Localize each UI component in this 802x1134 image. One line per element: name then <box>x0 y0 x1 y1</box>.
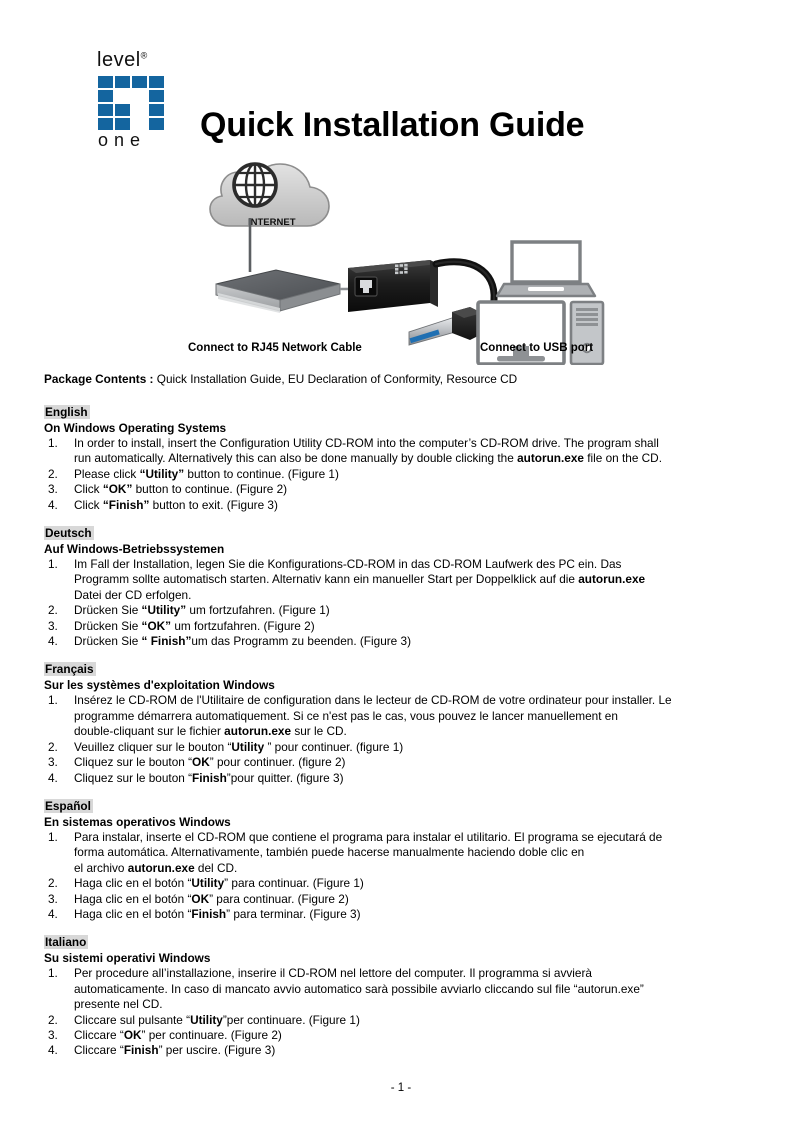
plain-text: sur le CD. <box>291 724 347 739</box>
instruction-step <box>44 436 760 467</box>
step-text-line <box>74 1028 760 1043</box>
plain-text: Click <box>74 482 103 497</box>
plain-text: button to exit. (Figure 3) <box>149 497 278 512</box>
plain-text: um fortzufahren. (Figure 2) <box>171 618 315 633</box>
step-text-line <box>74 1013 760 1028</box>
step-number: 1. <box>48 829 58 844</box>
plain-text: Veuillez cliquer sur le bouton “ <box>74 739 232 754</box>
language-subtitle: En sistemas operativos Windows <box>44 814 231 829</box>
language-block-español <box>44 797 760 922</box>
emphasis-text: OK <box>123 1027 142 1042</box>
step-number: 3. <box>48 482 58 497</box>
monitor-icon <box>478 302 564 364</box>
plain-text: Cliccare “ <box>74 1043 124 1058</box>
instruction-step <box>44 1013 760 1028</box>
step-number: 4. <box>48 497 58 512</box>
logo-cell-r2c1 <box>98 90 113 102</box>
instruction-step <box>44 619 760 634</box>
instruction-list <box>44 830 760 922</box>
step-number: 4. <box>48 1043 58 1058</box>
logo-cell-r2c2 <box>115 90 130 102</box>
language-heading: Français <box>45 662 94 677</box>
language-block-deutsch <box>44 524 760 649</box>
emphasis-text: autorun.exe <box>578 572 646 587</box>
plain-text: ” para terminar. (Figure 3) <box>226 906 361 921</box>
emphasis-text: Finish <box>123 1043 159 1058</box>
instruction-step <box>44 771 760 786</box>
step-text-line <box>74 892 760 907</box>
instruction-step <box>44 498 760 513</box>
instruction-step <box>44 1043 760 1058</box>
plain-text: Cliquez sur le bouton “ <box>74 755 193 770</box>
step-text-line <box>74 755 760 770</box>
plain-text: automaticamente. In caso di mancato avvio automatico sarà possibile avviarlo cliccando sul file “autorun.exe” <box>74 981 644 996</box>
instruction-list <box>44 693 760 785</box>
instruction-step <box>44 634 760 649</box>
laptop-icon <box>497 242 595 296</box>
language-block-english <box>44 403 760 513</box>
step-text-line <box>74 619 760 634</box>
plain-text: Programm sollte automatisch starten. Alternativ kann ein manueller Start per Doppelklick auf die <box>74 572 579 587</box>
step-text-line <box>74 498 760 513</box>
document-body <box>44 372 760 1070</box>
logo-cell-r1c3 <box>132 76 147 88</box>
step-number: 2. <box>48 466 58 481</box>
plain-text: Haga clic en el botón “ <box>74 876 192 891</box>
plain-text: Drücken Sie <box>74 634 142 649</box>
step-text-line <box>74 966 760 981</box>
step-text-line <box>74 1043 760 1058</box>
step-number: 2. <box>48 876 58 891</box>
levelone-logo <box>96 50 188 154</box>
logo-cell-r1c4 <box>149 76 164 88</box>
instruction-step <box>44 755 760 770</box>
step-number: 1. <box>48 557 58 572</box>
emphasis-text: Utility <box>190 1012 223 1027</box>
caption-usb: Connect to USB port <box>480 342 594 354</box>
step-text-line <box>74 693 760 708</box>
language-subtitle: Su sistemi operativi Windows <box>44 951 211 966</box>
plain-text: um fortzufahren. (Figure 1) <box>186 603 330 618</box>
instruction-step <box>44 740 760 755</box>
plain-text: Drücken Sie <box>74 618 142 633</box>
diagram-illustration <box>0 160 802 365</box>
language-heading: Deutsch <box>45 526 92 541</box>
plain-text: Cliccare sul pulsante “ <box>74 1012 191 1027</box>
language-heading: Italiano <box>45 935 87 950</box>
plain-text: Drücken Sie <box>74 603 142 618</box>
logo-wordmark-one: one <box>98 130 147 150</box>
emphasis-text: autorun.exe <box>127 860 195 875</box>
language-heading: English <box>45 405 88 419</box>
instruction-list <box>44 557 760 649</box>
document-header <box>0 44 802 160</box>
step-number: 3. <box>48 891 58 906</box>
emphasis-text: Utility <box>191 876 225 891</box>
step-text-line <box>74 876 760 891</box>
instruction-step <box>44 892 760 907</box>
language-heading: Español <box>45 798 91 813</box>
plain-text: double-cliquant sur le fichier <box>74 724 225 739</box>
step-number: 4. <box>48 634 58 649</box>
logo-cell-r1c1 <box>98 76 113 88</box>
plain-text: ” pour continuer. (figure 1) <box>267 739 404 754</box>
router-icon <box>216 270 340 313</box>
logo-cell-r1c2 <box>115 76 130 88</box>
language-subtitle: Auf Windows-Betriebssystemen <box>44 542 225 557</box>
plain-text: Datei der CD erfolgen. <box>74 587 192 602</box>
logo-cell-r2c3 <box>132 90 147 102</box>
logo-cell-r2c4 <box>149 90 164 102</box>
instruction-list <box>44 436 760 513</box>
instruction-step <box>44 876 760 891</box>
step-text-line <box>74 771 760 786</box>
step-text-line <box>74 982 760 997</box>
step-number: 4. <box>48 906 58 921</box>
plain-text: Im Fall der Installation, legen Sie die Konfigurations-CD-ROM in das CD-ROM Laufwerk des PC ein. Das <box>74 557 622 572</box>
plain-text: Haga clic en el botón “ <box>74 891 192 906</box>
emphasis-text: autorun.exe <box>517 451 584 466</box>
plain-text: ”pour quitter. (figure 3) <box>226 770 344 785</box>
registered-trademark-icon: ® <box>140 50 148 61</box>
instruction-list <box>44 966 760 1058</box>
step-text-line <box>74 572 760 587</box>
step-text-line <box>74 997 760 1012</box>
emphasis-text: “OK” <box>141 618 172 633</box>
emphasis-text: Finish <box>191 906 227 921</box>
plain-text: ”per continuare. (Figure 1) <box>222 1012 360 1027</box>
instruction-step <box>44 966 760 1012</box>
emphasis-text: Utility <box>231 739 268 754</box>
usb-ethernet-adapter-icon <box>348 260 438 312</box>
plain-text: Para instalar, inserte el CD-ROM que contiene el programa para instalar el utilitario. El programa se ejecutará de <box>74 829 663 844</box>
caption-rj45: Connect to RJ45 Network Cable <box>188 342 362 354</box>
logo-wordmark-level: level® <box>97 49 148 71</box>
step-text-line <box>74 709 760 724</box>
logo-pixel-grid <box>98 76 164 129</box>
plain-text: el archivo <box>74 860 128 875</box>
language-block-français <box>44 660 760 785</box>
emphasis-text: OK <box>191 891 210 906</box>
emphasis-text: Finish <box>192 770 227 785</box>
emphasis-text: “ Finish” <box>141 634 192 649</box>
step-number: 3. <box>48 618 58 633</box>
plain-text: ” pour continuer. (figure 2) <box>209 755 346 770</box>
plain-text: ” per uscire. (Figure 3) <box>158 1043 276 1058</box>
step-number: 2. <box>48 739 58 754</box>
step-number: 1. <box>48 436 58 450</box>
logo-cell-r3c3 <box>132 104 147 116</box>
logo-cell-r4c1 <box>98 118 113 130</box>
emphasis-text: “Utility” <box>141 603 187 618</box>
usb3-plug-icon <box>409 307 482 345</box>
instruction-step <box>44 907 760 922</box>
package-contents-value: Quick Installation Guide, EU Declaration of Conformity, Resource CD <box>153 372 518 386</box>
plain-text: In order to install, insert the Configuration Utility CD-ROM into the computer’s CD-ROM drive. The program shall <box>74 436 659 450</box>
plain-text: forma automática. Alternativamente, también puede hacerse manualmente haciendo doble clic en <box>74 845 585 860</box>
step-text-line <box>74 451 760 466</box>
instruction-step <box>44 830 760 876</box>
emphasis-text: “OK” <box>102 482 133 497</box>
page-footer: - 1 - <box>390 1082 412 1094</box>
step-text-line <box>74 830 760 845</box>
step-text-line <box>74 861 760 876</box>
step-text-line <box>74 634 760 649</box>
emphasis-text: autorun.exe <box>224 724 292 739</box>
globe-icon <box>234 164 276 206</box>
step-number: 3. <box>48 755 58 770</box>
step-number: 3. <box>48 1027 58 1042</box>
package-contents-line <box>44 372 760 387</box>
step-text-line <box>74 482 760 497</box>
plain-text: button to continue. (Figure 2) <box>132 482 288 497</box>
step-text-line <box>74 907 760 922</box>
step-text-line <box>74 588 760 603</box>
step-text-line <box>74 845 760 860</box>
plain-text: presente nel CD. <box>74 997 163 1012</box>
plain-text: ” para continuar. (Figure 2) <box>209 891 349 906</box>
language-sections <box>44 403 760 1059</box>
step-text-line <box>74 603 760 618</box>
instruction-step <box>44 693 760 739</box>
plain-text: um das Programm zu beenden. (Figure 3) <box>191 634 412 649</box>
instruction-step <box>44 467 760 482</box>
plain-text: ” per continuare. (Figure 2) <box>141 1027 282 1042</box>
emphasis-text: “Utility” <box>139 466 185 481</box>
step-text-line <box>74 467 760 482</box>
step-text-line <box>74 557 760 572</box>
connection-diagram <box>0 160 802 365</box>
package-contents-label: Package Contents : <box>44 372 154 386</box>
desktop-tower-icon <box>571 302 603 364</box>
plain-text: Haga clic en el botón “ <box>74 906 192 921</box>
plain-text: programme démarrera automatiquement. Si ce n'est pas le cas, vous pouvez le lancer manuellement en <box>74 708 618 723</box>
logo-cell-r3c4 <box>149 104 164 116</box>
step-number: 2. <box>48 603 58 618</box>
emphasis-text: “Finish” <box>102 497 150 512</box>
plain-text: ” para continuar. (Figure 1) <box>224 876 364 891</box>
step-text-line <box>74 740 760 755</box>
logo-cell-r4c2 <box>115 118 130 130</box>
instruction-step <box>44 1028 760 1043</box>
step-number: 4. <box>48 770 58 785</box>
instruction-step <box>44 603 760 618</box>
emphasis-text: OK <box>192 755 210 770</box>
logo-cell-r4c4 <box>149 118 164 130</box>
plain-text: Please click <box>74 466 140 481</box>
plain-text: run automatically. Alternatively this can also be done manually by double clicking the <box>74 451 518 466</box>
plain-text: Insérez le CD-ROM de l'Utilitaire de configuration dans le lecteur de CD-ROM de votre ordinateur pour installer. Le <box>74 693 672 708</box>
instruction-step <box>44 557 760 603</box>
step-text-line <box>74 436 760 451</box>
plain-text: Cliccare “ <box>74 1027 124 1042</box>
logo-cell-r4c3 <box>132 118 147 130</box>
language-block-italiano <box>44 933 760 1058</box>
step-number: 2. <box>48 1012 58 1027</box>
plain-text: Click <box>74 497 103 512</box>
plain-text: button to continue. (Figure 1) <box>184 466 339 481</box>
language-subtitle: Sur les systèmes d'exploitation Windows <box>44 678 275 693</box>
step-text-line <box>74 724 760 739</box>
instruction-step <box>44 482 760 497</box>
plain-text: Per procedure all’installazione, inserire il CD-ROM nel lettore del computer. Il programma si avvierà <box>74 966 592 981</box>
language-subtitle: On Windows Operating Systems <box>44 421 227 435</box>
step-number: 1. <box>48 966 58 981</box>
page-title: Quick Installation Guide <box>200 106 585 144</box>
step-number: 1. <box>48 693 58 708</box>
internet-label: INTERNET <box>248 217 296 228</box>
logo-cell-r3c1 <box>98 104 113 116</box>
plain-text: file on the CD. <box>583 451 662 466</box>
plain-text: del CD. <box>194 860 238 875</box>
plain-text: Cliquez sur le bouton “ <box>74 770 193 785</box>
logo-cell-r3c2 <box>115 104 130 116</box>
